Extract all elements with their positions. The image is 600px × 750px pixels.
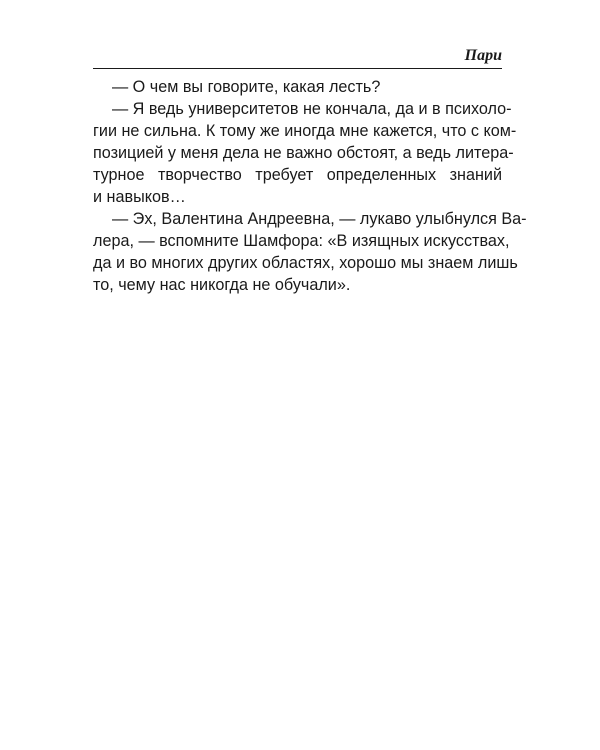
text-line: лера, — вспомните Шамфора: «В изящных искусствах, (93, 232, 510, 250)
running-title: Пари (464, 47, 502, 64)
body-text (93, 76, 527, 296)
text-line: гии не сильна. К тому же иногда мне кажется, что с ком- (93, 122, 517, 140)
text-line: позицией у меня дела не важно обстоят, а ведь литера- (93, 144, 514, 162)
text-line: — Я ведь университетов не кончала, да и в психоло- (112, 100, 512, 118)
text-line: — Эх, Валентина Андреевна, — лукаво улыбнулся Ва- (112, 210, 527, 228)
header-rule (93, 68, 502, 69)
text-line: да и во многих других областях, хорошо мы знаем лишь (93, 254, 518, 272)
text-line: турное творчество требует определенных знаний (93, 166, 502, 184)
text-line: — О чем вы говорите, какая лесть? (112, 78, 381, 96)
text-line: и навыков… (93, 188, 186, 206)
text-line: то, чему нас никогда не обучали». (93, 276, 351, 294)
